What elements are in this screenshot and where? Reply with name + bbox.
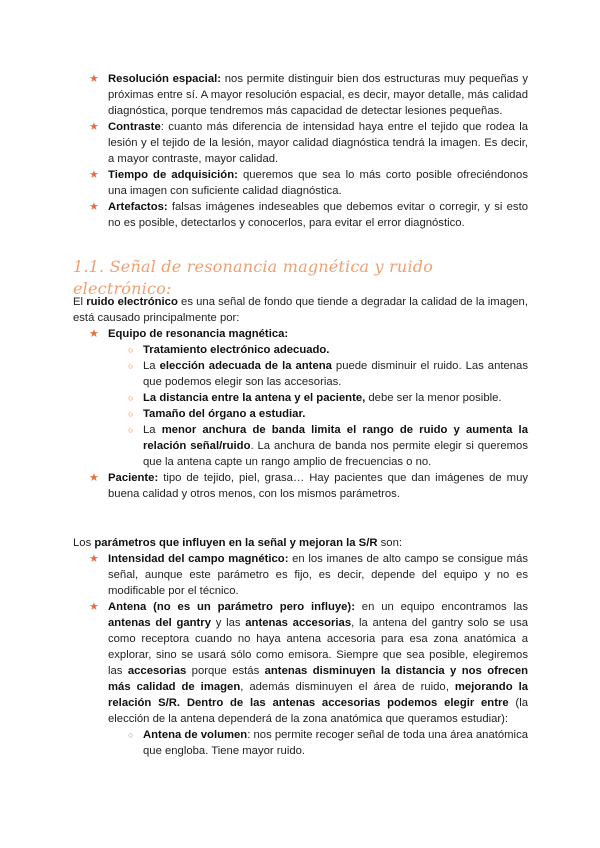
sublist-item: ○ Tratamiento electrónico adecuado.: [73, 342, 528, 358]
list-item: ★ Paciente: tipo de tejido, piel, grasa… Hay pacientes que dan imágenes de muy buena calidad y otros menos, con los mismos parámetros.: [73, 470, 528, 502]
parameters-list: [73, 551, 528, 759]
sublist-item: ○ La elección adecuada de la antena puede disminuir el ruido. Las antenas que podemos elegir son las accesorias.: [73, 358, 528, 390]
quality-factors-list: [73, 71, 528, 231]
section-heading: 1.1. Señal de resonancia magnética y ruido electrónico:: [73, 257, 434, 298]
parameters-paragraph: Los parámetros que influyen en la señal y mejoran la S/R son:: [73, 537, 403, 549]
list-item: ★ Antena (no es un parámetro pero influye): en un equipo encontramos las antenas del gantry y las antenas accesorias, la antena del gantry solo se usa como receptora cuando no haya antena accesoria para esa zona anatómica a explorar, sino se usará sólo como emisora. Siempre que sea posible, elegiremos las accesorias porque estás antenas disminuyen la distancia y nos ofrecen más calidad de imagen, además disminuyen el área de ruido, mejorando la relación S/R. Dentro de las antenas accesorias podemos elegir entre (la elección de la antena dependerá de la zona anatómica que queramos estudiar): ○ Antena de volumen: nos permite recoger señal de toda una área anatómica que engloba. Tiene mayor ruido.: [73, 599, 528, 759]
noise-paragraph: El ruido electrónico es una señal de fondo que tiende a degradar la calidad de la imagen, está causado principalmente por:: [73, 296, 528, 324]
sublist-item: ○ La distancia entre la antena y el paciente, debe ser la menor posible.: [73, 390, 528, 406]
sublist-item: ○ Antena de volumen: nos permite recoger señal de toda una área anatómica que engloba. Tiene mayor ruido.: [73, 727, 528, 759]
list-item: ★ Intensidad del campo magnético: en los imanes de alto campo se consigue más señal, aunque este parámetro es fijo, es decir, depende del equipo y no es modificable por el técnico.: [73, 551, 528, 599]
sublist-item: ○ La menor anchura de banda limita el rango de ruido y aumenta la relación señal/ruido. La anchura de banda nos permite elegir si queremos que la antena capte un rango amplio de frecuencias o no.: [73, 422, 528, 470]
list-item: ★ Resolución espacial: nos permite distinguir bien dos estructuras muy pequeñas y próximas entre sí. A mayor resolución espacial, es decir, mayor detalle, más calidad diagnóstica, porque tendremos más capacidad de detectar lesiones pequeñas.: [73, 71, 528, 119]
list-item: ★ Tiempo de adquisición: queremos que sea lo más corto posible ofreciéndonos una imagen con suficiente calidad diagnóstica.: [73, 167, 528, 199]
list-item: ★ Contraste: cuanto más diferencia de intensidad haya entre el tejido que rodea la lesión y el tejido de la lesión, mayor calidad diagnóstica tendrá la imagen. Es decir, a mayor contraste, mayor calidad.: [73, 119, 528, 167]
sublist-item: ○ Tamaño del órgano a estudiar.: [73, 406, 528, 422]
list-item: ★ Artefactos: falsas imágenes indeseables que debemos evitar o corregir, y si esto no es posible, detectarlos y conocerlos, para evitar el error diagnóstico.: [73, 199, 528, 231]
list-item: ★ Equipo de resonancia magnética: ○ Tratamiento electrónico adecuado. ○ La elección adecuada de la antena puede disminuir el ruido. Las antenas que podemos elegir son las accesorias. ○ La distancia entre la antena y el paciente, debe ser la menor posible. ○ Tamaño del órgano a estudiar. ○ La menor anchura de banda limita el rango de ruido y aumenta la relación señal/ruido. La anchura de banda nos permite elegir si queremos que la antena capte un rango amplio de frecuencias o no.: [73, 326, 528, 470]
equipment-sublist: [108, 342, 528, 470]
antenna-sublist: [108, 727, 528, 759]
noise-causes-list: [73, 326, 528, 502]
